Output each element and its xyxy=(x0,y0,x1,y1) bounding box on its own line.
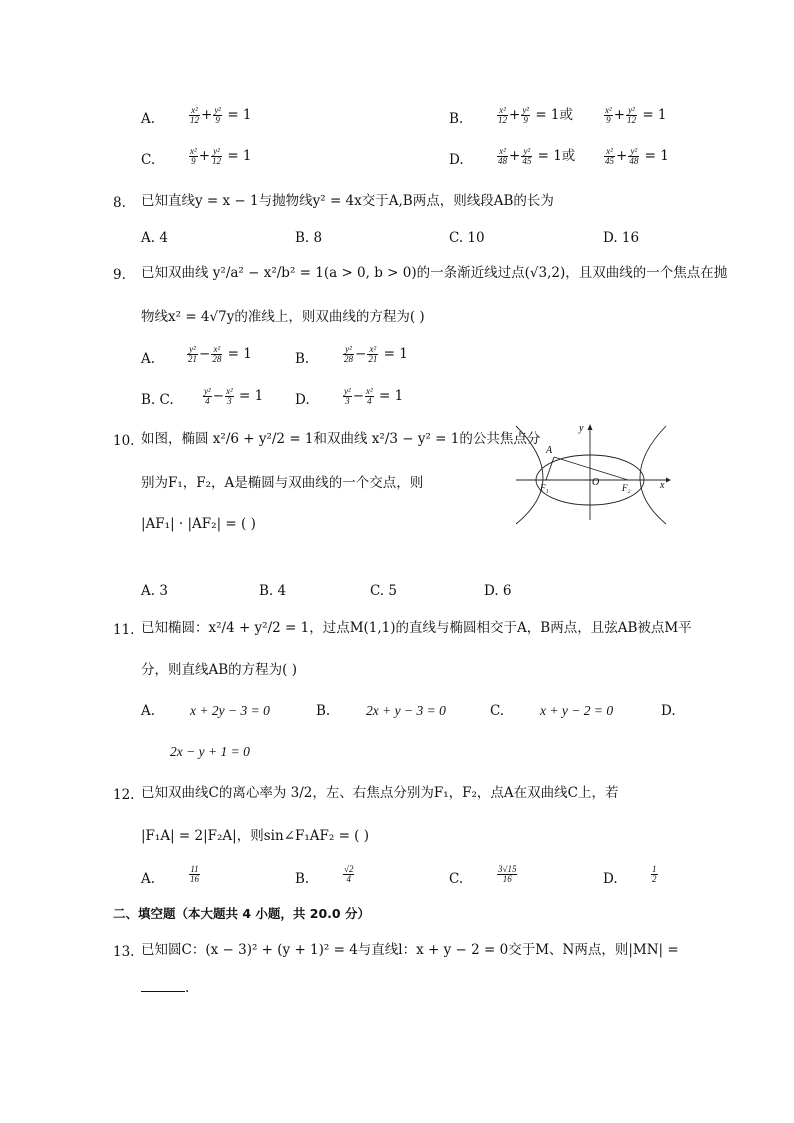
y-axis-arrow-icon xyxy=(588,424,593,430)
equation: $\frac{\text{x²}}{45}$ + $\frac{\text{y²}}{48}$ = 1 xyxy=(605,146,669,166)
question-stem-line2: 别为F₁，F₂，A是椭圆与双曲线的一个交点，则 xyxy=(141,475,424,491)
equation: $\frac{\text{x²}}{9}$ + $\frac{\text{y²}}{12}$ = 1 xyxy=(605,105,667,125)
option-d: D. 16 xyxy=(603,230,640,246)
option-c: x + y − 2 = 0 xyxy=(540,703,614,718)
question-stem-line1: 如图，椭圆 x²/6 + y²/2 = 1和双曲线 x²/3 − y² = 1的公共焦点分 xyxy=(141,431,541,447)
question-number: 8. xyxy=(113,195,126,211)
label-o: O xyxy=(592,477,600,488)
question-stem: 已知圆C：(x − 3)² + (y + 1)² = 4与直线l：x + y − 2 = 0交于M、N两点，则|MN| = xyxy=(141,942,679,958)
option-label: B. C. xyxy=(141,392,174,408)
option-d: 2x − y + 1 = 0 xyxy=(170,744,250,759)
option-label: C. xyxy=(449,871,464,887)
option-label: A. xyxy=(141,351,156,367)
option-label: B. xyxy=(316,703,331,719)
label-x: x xyxy=(660,480,665,491)
blank-line[interactable] xyxy=(141,979,185,992)
option-label: C. xyxy=(490,703,505,719)
question-number: 10. xyxy=(113,433,135,449)
option-a-value: $\frac{11}{16}$ xyxy=(190,864,199,884)
option-d: D. 6 xyxy=(484,583,512,599)
option-label: A. xyxy=(141,111,156,127)
option-label: D. xyxy=(603,871,618,887)
option-label: B. xyxy=(449,111,464,127)
option-b: B. 8 xyxy=(295,230,323,246)
question-stem-line2: 物线x² = 4√7y的准线上，则双曲线的方程为( ) xyxy=(141,309,425,325)
option-c-equation: $\frac{\text{y²}}{4}$ − $\frac{\text{x²}}{3}$ = 1 xyxy=(204,386,264,406)
option-b: 2x + y − 3 = 0 xyxy=(366,703,446,718)
option-a: A. 4 xyxy=(141,230,168,246)
period: . xyxy=(185,980,190,996)
question-number: 9. xyxy=(113,267,126,283)
label-a: A xyxy=(546,445,553,456)
question-stem-line1: 已知双曲线C的离心率为 3/2，左、右焦点分别为F₁，F₂，点A在双曲线C上，若 xyxy=(141,785,619,801)
section-title: 二、填空题（本大题共 4 小题，共 20.0 分） xyxy=(113,906,370,921)
question-stem-line2: |F₁A| = 2|F₂A|，则sin∠F₁AF₂ = ( ) xyxy=(141,828,370,844)
option-a: A. 3 xyxy=(141,583,168,599)
question-stem-line1: 已知双曲线 y²/a² − x²/b² = 1(a > 0, b > 0)的一条渐近线过点(√3,2)，且双曲线的一个焦点在抛 xyxy=(141,265,728,281)
option-a-equation: $\frac{\text{y²}}{21}$ − $\frac{\text{x²}}{28}$ = 1 xyxy=(188,344,252,364)
option-d-equation: $\frac{\text{y²}}{3}$ − $\frac{\text{x²}}{4}$ = 1 xyxy=(344,386,404,406)
equation: $\frac{\text{x²}}{9}$ + $\frac{\text{y²}}{12}$ = 1 xyxy=(190,146,252,166)
option-label: D. xyxy=(661,703,676,719)
option-label: B. xyxy=(295,351,310,367)
question-stem: 已知直线y = x − 1与抛物线y² = 4x交于A,B两点，则线段AB的长为 xyxy=(141,193,554,209)
label-y: y xyxy=(579,423,584,434)
equation: $\frac{\text{x²}}{48}$ + $\frac{\text{y²}}{45}$ = 1或 xyxy=(498,146,576,166)
answer-blank[interactable] xyxy=(141,979,189,997)
ellipse-hyperbola-figure xyxy=(510,420,678,525)
question-number: 12. xyxy=(113,787,135,803)
label-f2: F₂ xyxy=(622,483,631,493)
option-c: C. 10 xyxy=(449,230,485,246)
hyperbola-right-branch xyxy=(640,426,666,524)
option-a: x + 2y − 3 = 0 xyxy=(190,703,270,718)
question-stem-line2: 分，则直线AB的方程为( ) xyxy=(141,662,297,678)
option-label: A. xyxy=(141,871,156,887)
segment-af2 xyxy=(554,457,628,480)
equation: $\frac{\text{x²}}{12}$ + $\frac{\text{y²}}{9}$ = 1 xyxy=(190,105,252,125)
option-label: D. xyxy=(449,152,464,168)
option-b-equation: $\frac{\text{y²}}{28}$ − $\frac{\text{x²}}{21}$ = 1 xyxy=(344,344,408,364)
option-label: D. xyxy=(295,392,310,408)
option-c: C. 5 xyxy=(370,583,398,599)
question-stem-line3: |AF₁| · |AF₂| = ( ) xyxy=(141,516,256,532)
label-f1: F₁ xyxy=(540,483,549,493)
option-b-value: $\frac{√2}{4}$ xyxy=(344,864,354,884)
option-label: C. xyxy=(141,152,156,168)
question-stem-line1: 已知椭圆：x²/4 + y²/2 = 1，过点M(1,1)的直线与椭圆相交于A，B两点，且弦AB被点M平 xyxy=(141,620,692,636)
option-b: B. 4 xyxy=(259,583,287,599)
hyperbola-left-branch xyxy=(516,426,543,524)
option-c-value: $\frac{3√15}{16}$ xyxy=(498,864,517,884)
option-d-value: $\frac{1}{2}$ xyxy=(652,864,657,884)
segment-af1 xyxy=(546,457,554,480)
x-axis-arrow-icon xyxy=(666,478,671,483)
option-label: B. xyxy=(295,871,310,887)
option-label: A. xyxy=(141,703,156,719)
question-number: 11. xyxy=(113,622,135,638)
equation: $\frac{\text{x²}}{12}$ + $\frac{\text{y²}}{9}$ = 1或 xyxy=(498,105,574,125)
question-number: 13. xyxy=(113,944,135,960)
